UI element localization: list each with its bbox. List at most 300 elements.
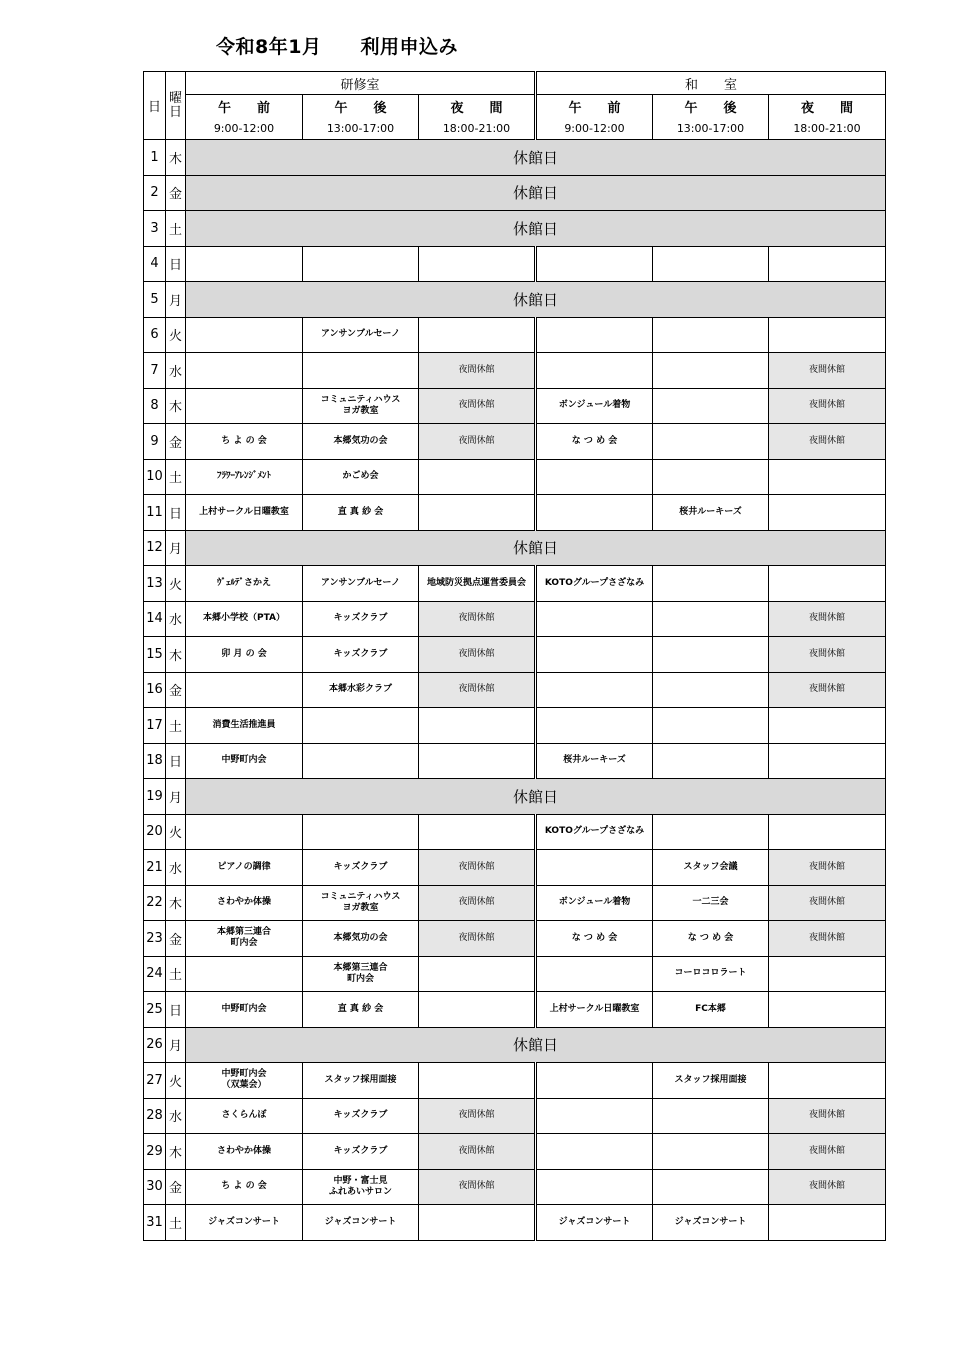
reservation-label: 夜間休館 <box>809 932 846 943</box>
table-row <box>144 566 886 602</box>
reservation-label: アンサンブルセーノ <box>320 577 401 588</box>
reservation-label: ボンジュール着物 <box>558 897 631 908</box>
reservation-slot <box>536 388 653 424</box>
reservation-slot <box>769 566 886 602</box>
reservation-label: 本郷気功の会 <box>333 435 388 446</box>
reservation-slot <box>536 566 653 602</box>
reservation-label: 夜間休館 <box>458 1181 495 1192</box>
table-row <box>144 317 886 353</box>
reservation-slot <box>303 992 419 1028</box>
table-row <box>144 211 886 247</box>
night-closed-cell <box>419 885 536 921</box>
weekday: 木 <box>166 388 186 424</box>
reservation-label: 夜間休館 <box>458 435 495 446</box>
day-number: 21 <box>144 850 166 886</box>
weekday: 木 <box>166 637 186 673</box>
reservation-slot <box>653 672 769 708</box>
reservation-slot <box>653 353 769 389</box>
night-closed-cell <box>419 424 536 460</box>
reservation-label: 夜間休館 <box>809 364 846 375</box>
night-closed-cell <box>769 672 886 708</box>
table-row <box>144 779 886 815</box>
reservation-label: ｳﾞｪﾙﾃﾞさかえ <box>216 577 271 588</box>
reservation-label: スタッフ会議 <box>683 861 738 872</box>
day-number: 24 <box>144 956 166 992</box>
table-row <box>144 1063 886 1099</box>
reservation-label: 夜間休館 <box>809 1145 846 1156</box>
reservation-slot <box>419 956 536 992</box>
reservation-slot <box>653 317 769 353</box>
weekday: 土 <box>166 708 186 744</box>
reservation-label: 直 真 紗 会 <box>337 506 384 517</box>
day-number: 23 <box>144 921 166 957</box>
reservation-label: スタッフ採用面接 <box>674 1074 747 1085</box>
closed-day-cell: 休館日 <box>186 175 886 211</box>
weekday: 水 <box>166 1098 186 1134</box>
reservation-slot <box>186 495 303 531</box>
reservation-slot <box>303 814 419 850</box>
reservation-slot <box>303 1098 419 1134</box>
reservation-slot <box>186 353 303 389</box>
reservation-label: な つ め 会 <box>571 932 618 943</box>
reservation-slot <box>769 317 886 353</box>
reservation-slot <box>186 424 303 460</box>
reservation-label: 夜間休館 <box>458 932 495 943</box>
period-header: 午 後 <box>303 95 419 118</box>
reservation-label: スタッフ採用面接 <box>324 1074 397 1085</box>
reservation-slot <box>186 1205 303 1241</box>
reservation-slot <box>186 388 303 424</box>
reservation-slot <box>303 601 419 637</box>
reservation-label: 夜間休館 <box>458 861 495 872</box>
table-row <box>144 1027 886 1063</box>
reservation-slot <box>536 424 653 460</box>
reservation-label: 中野町内会 （双葉会） <box>221 1069 267 1091</box>
reservation-slot <box>536 353 653 389</box>
night-closed-cell <box>769 850 886 886</box>
period-time: 13:00-17:00 <box>653 117 769 140</box>
day-number: 4 <box>144 246 166 282</box>
reservation-label: さくらんぼ <box>221 1110 267 1121</box>
reservation-slot <box>419 708 536 744</box>
reservation-slot <box>653 850 769 886</box>
closed-day-cell: 休館日 <box>186 282 886 318</box>
weekday: 木 <box>166 885 186 921</box>
day-number: 29 <box>144 1134 166 1170</box>
reservation-slot <box>769 708 886 744</box>
reservation-label: 夜間休館 <box>809 613 846 624</box>
weekday: 火 <box>166 317 186 353</box>
reservation-label: アンサンブルセーノ <box>320 329 401 340</box>
night-closed-cell <box>419 672 536 708</box>
reservation-slot <box>536 885 653 921</box>
reservation-slot <box>653 637 769 673</box>
period-time: 13:00-17:00 <box>303 117 419 140</box>
night-closed-cell <box>769 885 886 921</box>
day-number: 6 <box>144 317 166 353</box>
reservation-slot <box>536 1098 653 1134</box>
period-time: 18:00-21:00 <box>769 117 886 140</box>
day-number: 13 <box>144 566 166 602</box>
reservation-label: 夜間休館 <box>458 897 495 908</box>
day-number: 16 <box>144 672 166 708</box>
night-closed-cell <box>419 353 536 389</box>
reservation-label: キッズクラブ <box>333 861 388 872</box>
reservation-slot <box>653 992 769 1028</box>
reservation-slot <box>536 814 653 850</box>
reservation-slot <box>536 1063 653 1099</box>
weekday: 水 <box>166 353 186 389</box>
night-closed-cell <box>419 1134 536 1170</box>
reservation-label: ﾌﾗﾜｰｱﾚﾝｼﾞﾒﾝﾄ <box>216 471 271 482</box>
weekday: 日 <box>166 495 186 531</box>
reservation-slot <box>186 1063 303 1099</box>
night-closed-cell <box>769 1169 886 1205</box>
reservation-label: 夜間休館 <box>809 400 846 411</box>
reservation-label: 夜間休館 <box>458 400 495 411</box>
day-column-header: 日 <box>144 72 166 140</box>
reservation-slot <box>769 992 886 1028</box>
day-number: 9 <box>144 424 166 460</box>
period-time: 9:00-12:00 <box>536 117 653 140</box>
reservation-label: KOTOグループさざなみ <box>544 577 645 588</box>
table-row <box>144 175 886 211</box>
day-number: 17 <box>144 708 166 744</box>
reservation-label: 本郷第三連合 町内会 <box>333 962 388 984</box>
reservation-label: KOTOグループさざなみ <box>544 826 645 837</box>
weekday: 土 <box>166 211 186 247</box>
room-header-japanese-room: 和 室 <box>536 72 886 95</box>
reservation-slot <box>186 708 303 744</box>
night-closed-cell <box>769 1098 886 1134</box>
reservation-slot <box>419 814 536 850</box>
reservation-slot <box>303 743 419 779</box>
reservation-slot <box>769 1063 886 1099</box>
reservation-slot <box>186 566 303 602</box>
reservation-slot <box>303 1063 419 1099</box>
reservation-label: ジャズコンサート <box>674 1216 747 1227</box>
day-number: 26 <box>144 1027 166 1063</box>
reservation-label: ち よ の 会 <box>221 1181 267 1192</box>
reservation-label: 夜間休館 <box>458 648 495 659</box>
reservation-label: ジャズコンサート <box>558 1216 631 1227</box>
period-time: 9:00-12:00 <box>186 117 303 140</box>
weekday: 水 <box>166 601 186 637</box>
table-row <box>144 388 886 424</box>
reservation-label: ボンジュール着物 <box>558 400 631 411</box>
table-row <box>144 140 886 176</box>
reservation-label: かごめ会 <box>342 471 379 482</box>
night-closed-cell <box>769 601 886 637</box>
reservation-slot <box>653 246 769 282</box>
reservation-slot <box>303 459 419 495</box>
reservation-slot <box>536 1134 653 1170</box>
reservation-slot <box>653 956 769 992</box>
weekday: 日 <box>166 246 186 282</box>
reservation-label: 本郷小学校（PTA） <box>202 613 285 624</box>
table-row <box>144 637 886 673</box>
reservation-slot <box>303 495 419 531</box>
reservation-label: FC本郷 <box>695 1003 726 1014</box>
reservation-slot <box>419 1205 536 1241</box>
reservation-label: 夜間休館 <box>809 897 846 908</box>
night-closed-cell <box>419 601 536 637</box>
reservation-label: キッズクラブ <box>333 1110 388 1121</box>
reservation-slot <box>653 921 769 957</box>
reservation-label: 直 真 紗 会 <box>337 1003 384 1014</box>
reservation-slot <box>769 1205 886 1241</box>
reservation-label: 本郷第三連合 町内会 <box>216 927 271 949</box>
reservation-label: キッズクラブ <box>333 1145 388 1156</box>
reservation-slot <box>303 317 419 353</box>
day-number: 18 <box>144 743 166 779</box>
reservation-label: ピアノの調律 <box>217 861 271 872</box>
day-number: 31 <box>144 1205 166 1241</box>
table-row <box>144 1098 886 1134</box>
reservation-slot <box>536 495 653 531</box>
reservation-slot <box>536 743 653 779</box>
table-row <box>144 885 886 921</box>
table-row <box>144 1134 886 1170</box>
reservation-label: キッズクラブ <box>333 613 388 624</box>
reservation-slot <box>653 1205 769 1241</box>
closed-day-cell: 休館日 <box>186 1027 886 1063</box>
reservation-label: コミュニティハウス ヨガ教室 <box>320 891 401 913</box>
reservation-slot <box>536 708 653 744</box>
reservation-label: コーロコロラート <box>674 968 747 979</box>
reservation-slot <box>186 921 303 957</box>
table-row <box>144 956 886 992</box>
table-row <box>144 672 886 708</box>
closed-day-cell: 休館日 <box>186 211 886 247</box>
reservation-slot <box>653 566 769 602</box>
period-header: 午 前 <box>536 95 653 118</box>
reservation-label: 本郷水彩クラブ <box>328 684 392 695</box>
weekday: 月 <box>166 1027 186 1063</box>
reservation-label: な つ め 会 <box>571 435 618 446</box>
reservation-slot <box>419 459 536 495</box>
night-closed-cell <box>419 1098 536 1134</box>
reservation-label: 中野町内会 <box>221 755 267 766</box>
weekday: 土 <box>166 1205 186 1241</box>
reservation-label: 夜間休館 <box>809 861 846 872</box>
weekday: 金 <box>166 672 186 708</box>
day-number: 22 <box>144 885 166 921</box>
period-header: 午 前 <box>186 95 303 118</box>
room-header-training-room: 研修室 <box>186 72 536 95</box>
reservation-slot <box>303 1134 419 1170</box>
reservation-slot <box>186 459 303 495</box>
weekday: 土 <box>166 459 186 495</box>
reservation-slot <box>653 1098 769 1134</box>
reservation-slot <box>536 637 653 673</box>
day-number: 7 <box>144 353 166 389</box>
weekday: 火 <box>166 566 186 602</box>
reservation-slot <box>653 708 769 744</box>
table-row <box>144 424 886 460</box>
reservation-slot <box>186 672 303 708</box>
reservation-label: 桜井ルーキーズ <box>679 506 742 517</box>
night-closed-cell <box>419 1169 536 1205</box>
closed-day-cell: 休館日 <box>186 530 886 566</box>
reservation-slot <box>536 1205 653 1241</box>
reservation-label: 夜間休館 <box>809 435 846 446</box>
reservation-label: 夜間休館 <box>809 1181 846 1192</box>
page-title: 令和8年1月 利用申込み <box>216 36 458 58</box>
weekday: 月 <box>166 282 186 318</box>
weekday: 月 <box>166 779 186 815</box>
reservation-label: 夜間休館 <box>458 1110 495 1121</box>
reservation-label: 夜間休館 <box>458 613 495 624</box>
reservation-label: 中野・富士見 ふれあいサロン <box>328 1175 392 1197</box>
reservation-slot <box>653 1063 769 1099</box>
reservation-label: 一二三会 <box>692 897 729 908</box>
day-number: 10 <box>144 459 166 495</box>
weekday: 土 <box>166 956 186 992</box>
reservation-slot <box>536 1169 653 1205</box>
weekday: 木 <box>166 140 186 176</box>
weekday: 月 <box>166 530 186 566</box>
reservation-slot <box>536 246 653 282</box>
day-number: 25 <box>144 992 166 1028</box>
reservation-slot <box>303 566 419 602</box>
table-row <box>144 1205 886 1241</box>
reservation-slot <box>653 495 769 531</box>
table-row <box>144 601 886 637</box>
day-number: 15 <box>144 637 166 673</box>
reservation-slot <box>419 246 536 282</box>
reservation-slot <box>419 317 536 353</box>
reservation-label: 夜間休館 <box>458 364 495 375</box>
period-header: 午 後 <box>653 95 769 118</box>
night-closed-cell <box>769 637 886 673</box>
reservation-slot <box>536 921 653 957</box>
day-number: 5 <box>144 282 166 318</box>
night-closed-cell <box>419 850 536 886</box>
reservation-slot <box>303 850 419 886</box>
table-row <box>144 743 886 779</box>
reservation-label: 夜間休館 <box>458 1145 495 1156</box>
reservation-slot <box>186 850 303 886</box>
reservation-slot <box>536 850 653 886</box>
reservation-label: 夜間休館 <box>809 648 846 659</box>
reservation-slot <box>536 601 653 637</box>
reservation-slot <box>419 566 536 602</box>
day-number: 30 <box>144 1169 166 1205</box>
reservation-slot <box>536 992 653 1028</box>
reservation-schedule-table <box>143 71 886 1241</box>
reservation-slot <box>536 317 653 353</box>
reservation-slot <box>303 353 419 389</box>
table-row <box>144 495 886 531</box>
weekday: 金 <box>166 921 186 957</box>
reservation-slot <box>303 388 419 424</box>
weekday: 木 <box>166 1134 186 1170</box>
night-closed-cell <box>419 637 536 673</box>
reservation-label: 夜間休館 <box>809 1110 846 1121</box>
reservation-slot <box>653 601 769 637</box>
weekday: 日 <box>166 743 186 779</box>
table-row <box>144 850 886 886</box>
table-row <box>144 459 886 495</box>
table-row <box>144 530 886 566</box>
day-number: 12 <box>144 530 166 566</box>
reservation-slot <box>303 1169 419 1205</box>
reservation-slot <box>303 708 419 744</box>
day-number: 8 <box>144 388 166 424</box>
reservation-slot <box>769 956 886 992</box>
table-row <box>144 921 886 957</box>
reservation-slot <box>303 246 419 282</box>
reservation-slot <box>769 246 886 282</box>
reservation-label: 上村サークル日曜教室 <box>549 1003 640 1014</box>
day-number: 11 <box>144 495 166 531</box>
reservation-slot <box>653 885 769 921</box>
reservation-label: キッズクラブ <box>333 648 388 659</box>
reservation-slot <box>186 743 303 779</box>
day-number: 3 <box>144 211 166 247</box>
reservation-slot <box>419 495 536 531</box>
reservation-label: ジャズコンサート <box>324 1216 397 1227</box>
night-closed-cell <box>769 1134 886 1170</box>
reservation-label: 桜井ルーキーズ <box>563 755 626 766</box>
reservation-label: さわやか体操 <box>216 897 271 908</box>
reservation-slot <box>769 495 886 531</box>
reservation-label: ち よ の 会 <box>221 435 267 446</box>
table-row <box>144 708 886 744</box>
reservation-slot <box>303 885 419 921</box>
reservation-slot <box>303 424 419 460</box>
day-number: 2 <box>144 175 166 211</box>
night-closed-cell <box>769 424 886 460</box>
table-row <box>144 353 886 389</box>
reservation-label: な つ め 会 <box>687 932 734 943</box>
reservation-slot <box>769 459 886 495</box>
reservation-slot <box>186 956 303 992</box>
reservation-slot <box>419 743 536 779</box>
day-number: 20 <box>144 814 166 850</box>
reservation-slot <box>653 424 769 460</box>
night-closed-cell <box>419 388 536 424</box>
night-closed-cell <box>769 353 886 389</box>
period-header: 夜 間 <box>769 95 886 118</box>
reservation-slot <box>186 1134 303 1170</box>
weekday: 水 <box>166 850 186 886</box>
weekday-column-header: 曜 日 <box>166 72 186 140</box>
closed-day-cell: 休館日 <box>186 140 886 176</box>
reservation-slot <box>536 672 653 708</box>
table-row <box>144 1169 886 1205</box>
weekday: 火 <box>166 814 186 850</box>
day-number: 14 <box>144 601 166 637</box>
reservation-slot <box>653 388 769 424</box>
reservation-label: 地域防災拠点運営委員会 <box>426 577 526 588</box>
reservation-slot <box>536 956 653 992</box>
table-row <box>144 246 886 282</box>
reservation-slot <box>653 1169 769 1205</box>
reservation-slot <box>653 743 769 779</box>
reservation-slot <box>303 956 419 992</box>
reservation-label: ジャズコンサート <box>208 1216 280 1227</box>
reservation-slot <box>186 885 303 921</box>
night-closed-cell <box>769 388 886 424</box>
reservation-slot <box>536 459 653 495</box>
table-row <box>144 814 886 850</box>
day-number: 28 <box>144 1098 166 1134</box>
reservation-label: 夜間休館 <box>809 684 846 695</box>
day-number: 19 <box>144 779 166 815</box>
reservation-slot <box>303 1205 419 1241</box>
